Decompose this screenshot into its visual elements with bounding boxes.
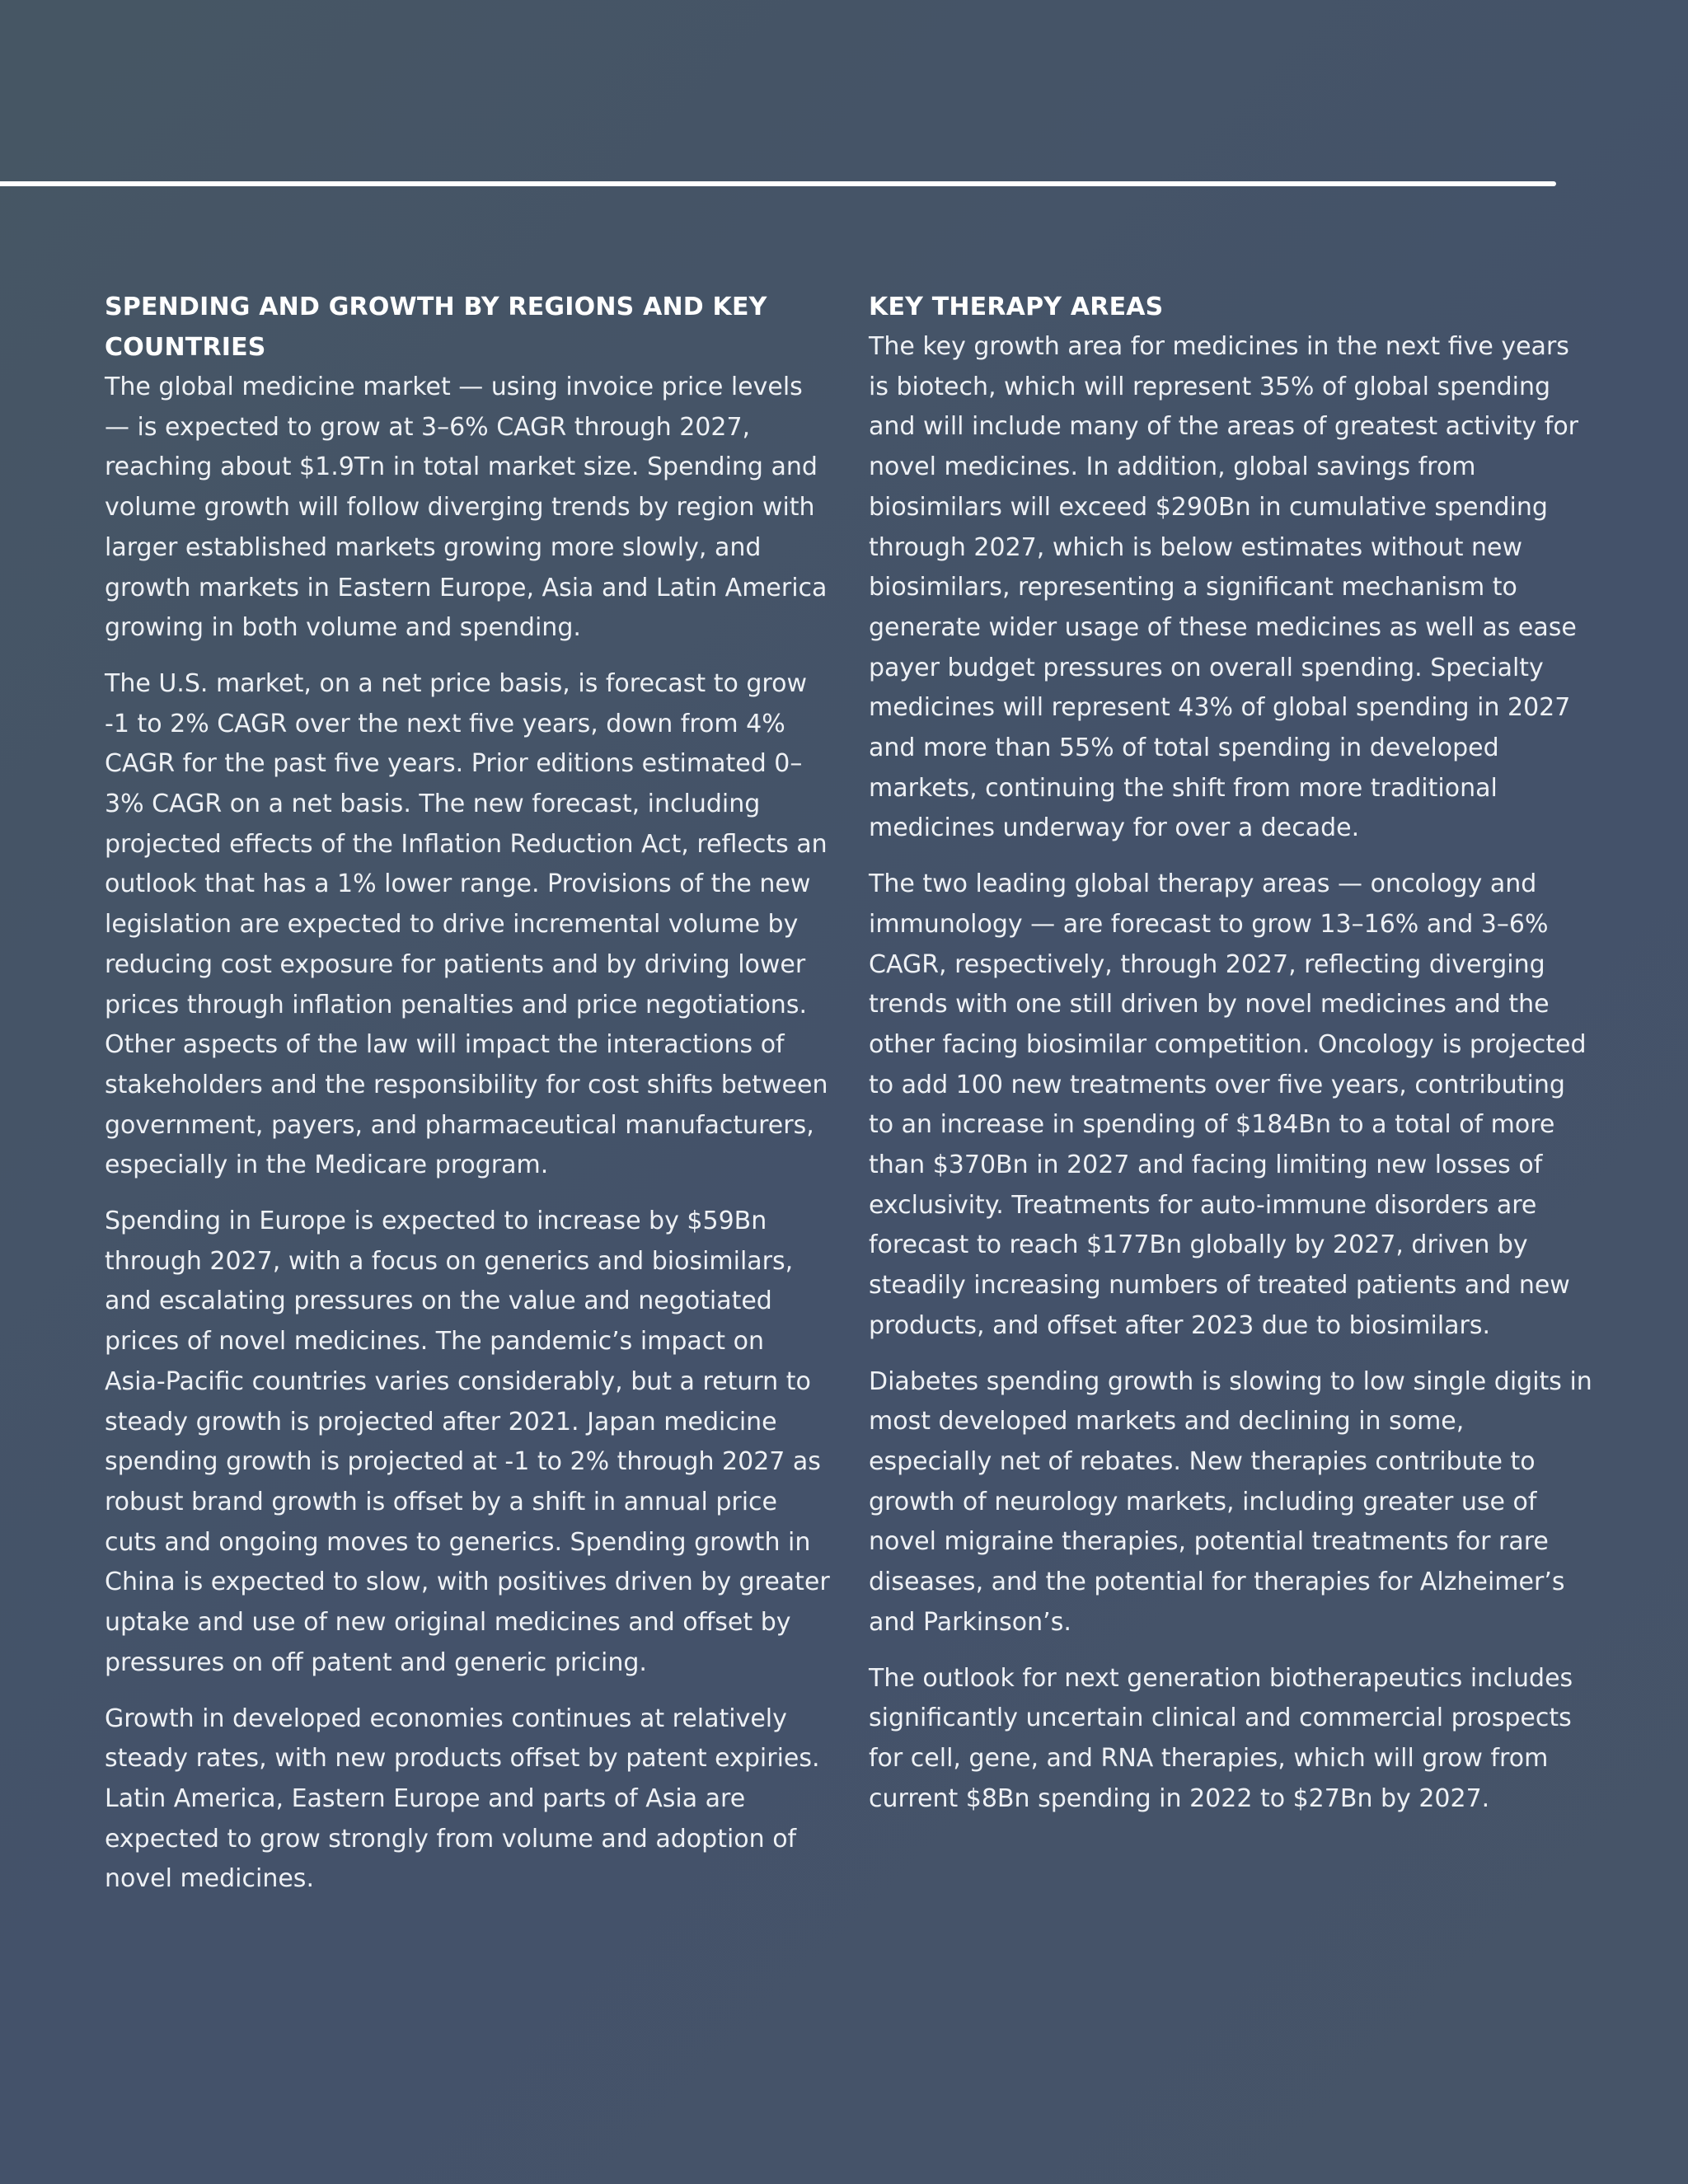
global-market-paragraph: The global medicine market — using invoice price levels — is expected to grow at 3–6% CAGR through 2027, reaching about $1.9Tn in total market size. Spending and volume growth will follow diverging trends by region with larger established markets growing more slowly, and growth markets in Eastern Europe, Asia and Latin America growing in both volume and spending. — [105, 373, 828, 643]
therapy-areas-column — [869, 287, 1594, 1835]
biotech-paragraph: The key growth area for medicines in the next five years is biotech, which will represent 35% of global spending and will include many of the areas of greatest activity for novel medicines. In addition, global savings from biosimilars will exceed $290Bn in cumulative spending through 2027, which is below estimates without new biosimilars, representing a significant mechanism to generate wider usage of these medicines as well as ease payer budget pressures on overall spending. Specialty medicines will represent 43% of global spending in 2027 and more than 55% of total spending in developed markets, continuing the shift from more traditional medicines underway for over a decade. — [869, 332, 1579, 843]
developed-economies-paragraph: Growth in developed economies continues at relatively steady rates, with new products offset by patent expiries. Latin America, Eastern Europe and parts of Asia are expected to grow strongly from volume and adoption of novel medicines. — [105, 1704, 820, 1894]
biotherapeutics-paragraph: The outlook for next generation biotherapeutics includes significantly uncertain clinical and commercial prospects for cell, gene, and RNA therapies, which will grow from current $8Bn spending in 2022 to $27Bn by 2027. — [869, 1663, 1573, 1813]
europe-asia-paragraph: Spending in Europe is expected to increase by $59Bn through 2027, with a focus on generics and biosimilars, and escalating pressures on the value and negotiated prices of novel medicines. The pandemic’s impact on Asia-Pacific countries varies considerably, but a return to steady growth is projected after 2021. Japan medicine spending growth is projected at -1 to 2% through 2027 as robust brand growth is offset by a shift in annual price cuts and ongoing moves to generics. Spending growth in China is expected to slow, with positives driven by greater uptake and use of new original medicines and offset by pressures on off patent and generic pricing. — [105, 1207, 830, 1677]
regions-countries-heading: SPENDING AND GROWTH BY REGIONS AND KEY COUNTRIES — [105, 293, 767, 362]
therapy-areas-heading: KEY THERAPY AREAS — [869, 293, 1164, 321]
diabetes-neurology-paragraph: Diabetes spending growth is slowing to low single digits in most developed markets and declining in some, especially net of rebates. New therapies contribute to growth of neurology markets, including greater use of novel migraine therapies, potential treatments for rare diseases, and the potential for therapies for Alzheimer’s and Parkinson’s. — [869, 1366, 1592, 1637]
top-divider-rule — [0, 181, 1556, 186]
regions-countries-column — [105, 287, 830, 1915]
us-market-paragraph: The U.S. market, on a net price basis, is forecast to grow -1 to 2% CAGR over the next five years, down from 4% CAGR for the past five years. Prior editions estimated 0–3% CAGR on a net basis. The new forecast, including projected effects of the Inflation Reduction Act, reflects an outlook that has a 1% lower range. Provisions of the new legislation are expected to drive incremental volume by reducing cost exposure for patients and by driving lower prices through inflation penalties and price negotiations. Other aspects of the law will impact the interactions of stakeholders and the responsibility for cost shifts between government, payers, and pharmaceutical manufacturers, especially in the Medicare program. — [105, 668, 828, 1180]
oncology-immunology-paragraph: The two leading global therapy areas — oncology and immunology — are forecast to grow 13–16% and 3–6% CAGR, respectively, through 2027, reflecting diverging trends with one still driven by novel medicines and the other facing biosimilar competition. Oncology is projected to add 100 new treatments over five years, contributing to an increase in spending of $184Bn to a total of more than $370Bn in 2027 and facing limiting new losses of exclusivity. Treatments for auto-immune disorders are forecast to reach $177Bn globally by 2027, driven by steadily increasing numbers of treated patients and new products, and offset after 2023 due to biosimilars. — [869, 869, 1587, 1340]
